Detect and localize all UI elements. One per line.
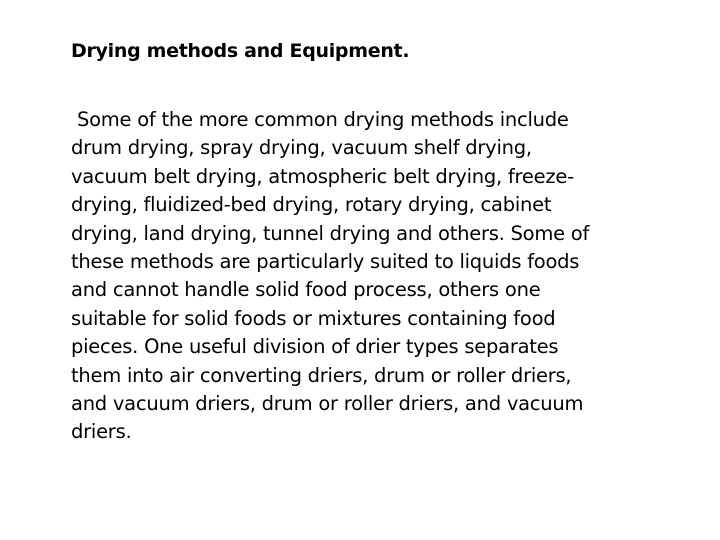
body-line: driers.	[71, 420, 132, 444]
body-line: Some of the more common drying methods include	[77, 108, 569, 131]
body-line: them into air converting driers, drum or roller driers,	[71, 363, 572, 387]
body-line: drum drying, spray drying, vacuum shelf drying,	[71, 136, 532, 160]
body-line: vacuum belt drying, atmospheric belt drying, freeze-	[71, 164, 574, 188]
body-line: and cannot handle solid food process, others one	[71, 278, 541, 302]
body-line: and vacuum driers, drum or roller driers, and vacuum	[71, 392, 584, 416]
body-line: drying, fluidized-bed drying, rotary drying, cabinet	[71, 193, 552, 217]
slide-title: Drying methods and Equipment.	[71, 40, 410, 62]
body-line: suitable for solid foods or mixtures containing food	[71, 306, 556, 330]
slide-body-paragraph	[71, 106, 701, 447]
body-line: pieces. One useful division of drier types separates	[71, 335, 559, 359]
body-line: drying, land drying, tunnel drying and others. Some of	[71, 221, 590, 245]
body-line: these methods are particularly suited to liquids foods	[71, 250, 580, 274]
